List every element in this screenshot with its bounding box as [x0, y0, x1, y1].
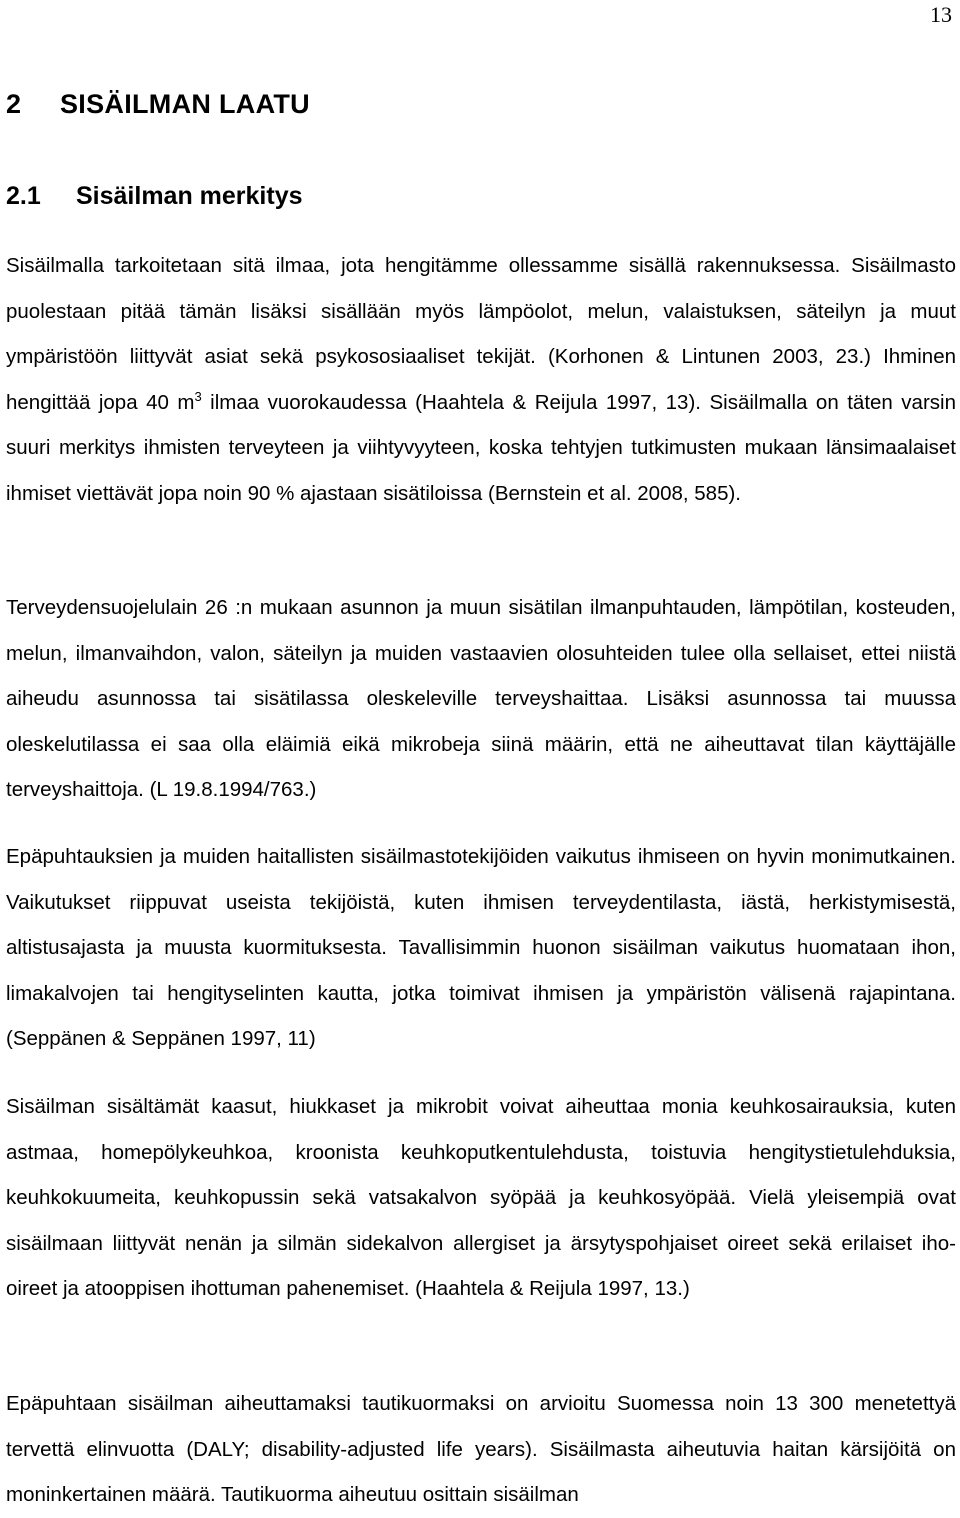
paragraph-3-text: Epäpuhtauksien ja muiden haitallisten sisäilmastotekijöiden vaikutus ihmiseen on hyvin monimutkainen. Vaikutukset riippuvat useista tekijöistä, kuten ihmisen terveydentilasta, iästä, herkistymisestä, altistusajasta ja muusta kuormituksesta. Tavallisimmin huonon sisäilman vaikutus huomataan ihon, limakalvojen tai hengityselinten kautta, jotka toimivat ihmisen ja ympäristön välisenä rajapintana. (Seppänen & Seppänen 1997, 11): [6, 845, 956, 1050]
paragraph-5-text: Epäpuhtaan sisäilman aiheuttamaksi tautikuormaksi on arvioitu Suomessa noin 13 300 menetettyä tervettä elinvuotta (DALY; disability-adjusted life years). Sisäilmasta aiheutuvia haitan kärsijöitä on moninkertainen määrä. Tautikuorma aiheutuu osittain sisäilman: [6, 1392, 956, 1506]
paragraph-4-text: Sisäilman sisältämät kaasut, hiukkaset ja mikrobit voivat aiheuttaa monia keuhkosairauksia, kuten astmaa, homepölykeuhkoa, kroonista keuhkoputkentulehdusta, toistuvia hengitystietulehduksia, keuhkokuumeita, keuhkopussin sekä vatsakalvon syöpää ja keuhkosyöpää. Vielä yleisempiä ovat sisäilmaan liittyvät nenän ja silmän sidekalvon allergiset ja ärsytyspohjaiset oireet sekä erilaiset iho-oireet ja atooppisen ihottuman pahenemiset. (Haahtela & Reijula 1997, 13.): [6, 1095, 956, 1300]
chapter-heading: [6, 85, 310, 123]
section-number: 2.1: [6, 182, 41, 210]
paragraph-1: [6, 243, 956, 516]
paragraph-1-text-continued: ilmaa vuorokaudessa (Haahtela & Reijula 1997, 13). Sisäilmalla on täten varsin suuri merkitys ihmisten terveyteen ja viihtyvyyteen, koska tehtyjen tutkimusten mukaan länsimaalaiset ihmiset viettävät jopa noin 90 % ajastaan sisätiloissa (Bernstein et al. 2008, 585).: [6, 390, 956, 505]
chapter-number: 2: [6, 89, 22, 119]
paragraph-2-text: Terveydensuojelulain 26 :n mukaan asunnon ja muun sisätilan ilmanpuhtauden, lämpötilan, kosteuden, melun, ilmanvaihdon, valon, säteilyn ja muiden vastaavien olosuhteiden tulee olla sellaiset, ettei niistä aiheudu asunnossa tai sisätilassa oleskeleville terveyshaittaa. Lisäksi asunnossa tai muussa oleskelutilassa ei saa olla eläimiä eikä mikrobeja siinä määrin, että ne aiheuttavat tilan käyttäjälle terveyshaittoja. (L 19.8.1994/763.): [6, 596, 956, 801]
page-number: 13: [930, 2, 952, 27]
section-title: Sisäilman merkitys: [76, 182, 303, 210]
paragraph-3: [6, 834, 956, 1062]
paragraph-2: [6, 585, 956, 813]
paragraph-1-text: Sisäilmalla tarkoitetaan sitä ilmaa, jota hengitämme ollessamme sisällä rakennuksessa. Sisäilmasto puolestaan pitää tämän lisäksi sisällään myös lämpöolot, melun, valaistuksen, säteilyn ja muut ympäristöön liittyvät asiat sekä psykososiaaliset tekijät. (Korhonen & Lintunen 2003, 23.) Ihminen hengittää jopa 40 m: [6, 254, 956, 414]
paragraph-5: [6, 1381, 956, 1518]
paragraph-4: [6, 1084, 956, 1312]
chapter-title: SISÄILMAN LAATU: [60, 89, 310, 119]
superscript-cubic: 3: [194, 388, 202, 404]
section-heading: [6, 178, 303, 214]
